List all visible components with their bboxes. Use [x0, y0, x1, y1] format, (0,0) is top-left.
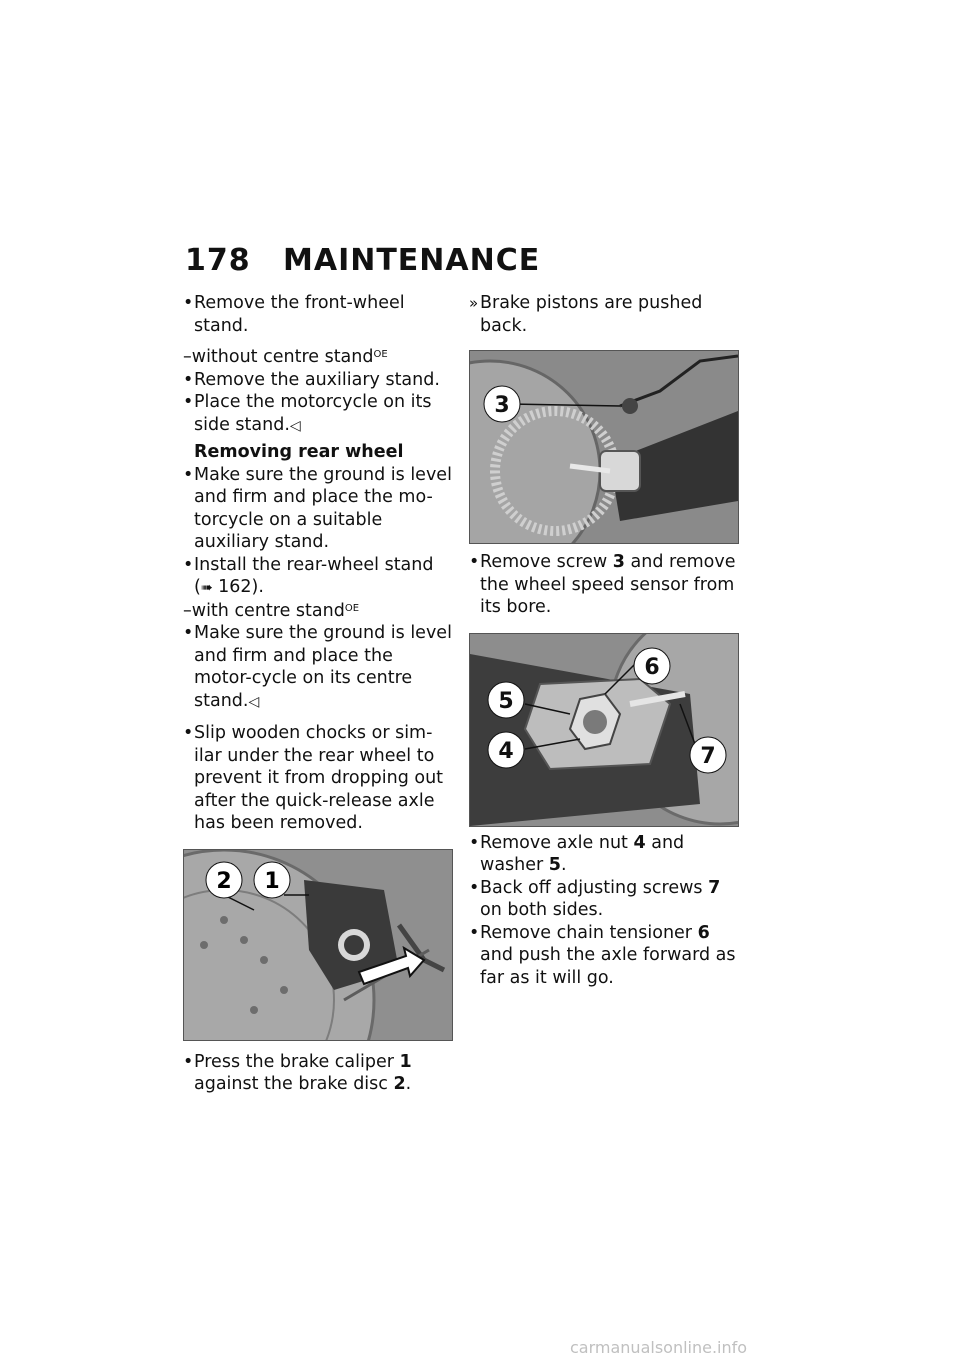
step-adjusting-screws: • Back off adjusting screws 7 on both sides.	[469, 877, 744, 922]
step-wooden-chocks: • Slip wooden chocks or sim-ilar under the rear wheel to prevent it from dropping out after the quick-release axle has been removed.	[183, 722, 455, 835]
variant-with-centre-stand: –with centre stand$^{OE}$	[183, 600, 360, 621]
callout-6: 6	[644, 654, 660, 680]
callout-1: 1	[264, 868, 280, 894]
step-chain-tensioner: • Remove chain tensioner 6 and push the axle forward as far as it will go.	[469, 922, 744, 990]
callout-4: 4	[498, 738, 514, 764]
end-mark-icon: ◁	[289, 417, 301, 434]
step-remove-aux-stand: • Remove the auxiliary stand.	[183, 369, 455, 392]
step-side-stand: • Place the motorcycle on its side stand.◁	[183, 391, 455, 437]
callout-3: 3	[494, 393, 510, 418]
callout-5: 5	[498, 688, 514, 714]
step-remove-front-stand: • Remove the front-wheel stand.	[183, 292, 455, 337]
step-level-ground: • Make sure the ground is level and firm and place the mo-torcycle on a suitable auxiliary stand.	[183, 464, 455, 554]
callout-2: 2	[216, 868, 232, 894]
section-heading: Removing rear wheel	[194, 442, 404, 462]
right-column	[469, 292, 744, 989]
step-install-rear-stand: • Install the rear-wheel stand (➠ 162).	[183, 554, 455, 600]
axle-nut-figure	[469, 633, 739, 827]
watermark-footer: carmanualsonline.info	[570, 1338, 748, 1357]
wheel-speed-sensor-figure	[469, 350, 739, 544]
section-title: MAINTENANCE	[283, 243, 541, 278]
left-column	[183, 292, 455, 1096]
result-pistons-pushed: » Brake pistons are pushed back.	[469, 292, 744, 337]
page-reference-arrow-icon: ➠	[200, 580, 213, 596]
oe-badge: OE	[373, 349, 388, 360]
step-remove-axle-nut: • Remove axle nut 4 and washer 5.	[469, 832, 744, 877]
oe-badge: OE	[344, 602, 360, 614]
end-mark-icon: ◁	[248, 693, 260, 710]
brake-caliper-figure	[183, 849, 453, 1041]
step-remove-screw: • Remove screw 3 and remove the wheel speed sensor from its bore.	[469, 551, 744, 619]
step-press-caliper: • Press the brake caliper 1 against the brake disc 2.	[183, 1051, 455, 1096]
variant-without-centre-stand: –without centre stand$^{OE}$	[183, 347, 388, 367]
page-number: 178	[185, 243, 251, 278]
callout-7: 7	[700, 743, 716, 769]
page-header	[185, 243, 540, 278]
page-reference-link[interactable]: 162	[218, 577, 252, 597]
step-centre-stand: • Make sure the ground is level and firm and place the motor-cycle on its centre stand.◁	[183, 622, 455, 713]
